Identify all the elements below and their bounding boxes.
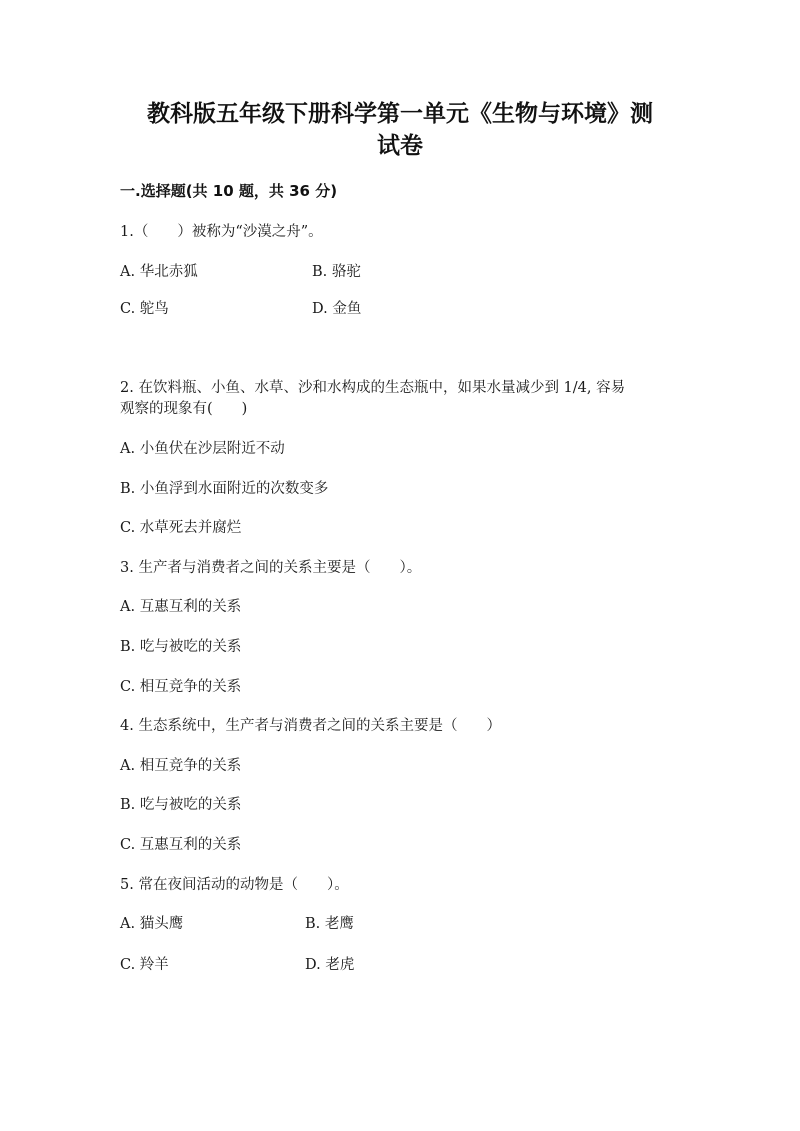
question-1-option-b: B. 骆驼 [312,264,361,280]
question-2-option-c: C. 水草死去并腐烂 [120,520,242,536]
question-2-option-a: A. 小鱼伏在沙层附近不动 [120,441,285,457]
question-5-option-c: C. 羚羊 [120,957,169,973]
question-3-option-c: C. 相互竞争的关系 [120,679,242,695]
question-1-option-c: C. 鸵鸟 [120,301,169,317]
question-3-stem: 3. 生产者与消费者之间的关系主要是（ ）。 [120,560,422,576]
question-4-option-b: B. 吃与被吃的关系 [120,797,242,813]
question-1-option-d: D. 金鱼 [312,301,362,317]
document-title-line-2: 试卷 [377,133,423,159]
question-5-stem: 5. 常在夜间活动的动物是（ ）。 [120,877,349,893]
question-4-option-c: C. 互惠互利的关系 [120,837,242,853]
question-5-option-b: B. 老鹰 [305,916,354,932]
question-4-stem: 4. 生态系统中，生产者与消费者之间的关系主要是（ ） [120,718,501,734]
section-heading: 一.选择题(共 10 题，共 36 分) [120,182,338,200]
question-4-option-a: A. 相互竞争的关系 [120,758,242,774]
question-2-stem-line-2: 观察的现象有( ) [120,401,248,417]
question-1-stem: 1.（ ）被称为“沙漠之舟”。 [120,224,323,240]
question-5-option-a: A. 猫头鹰 [120,916,184,932]
question-2-option-b: B. 小鱼浮到水面附近的次数变多 [120,481,329,497]
question-3-option-b: B. 吃与被吃的关系 [120,639,242,655]
question-2-stem-line-1: 2. 在饮料瓶、小鱼、水草、沙和水构成的生态瓶中，如果水量减少到 1/4, 容易 [120,380,626,396]
document-title-line-1: 教科版五年级下册科学第一单元《生物与环境》测 [147,101,653,127]
question-3-option-a: A. 互惠互利的关系 [120,599,242,615]
question-5-option-d: D. 老虎 [305,957,355,973]
question-1-option-a: A. 华北赤狐 [120,264,198,280]
